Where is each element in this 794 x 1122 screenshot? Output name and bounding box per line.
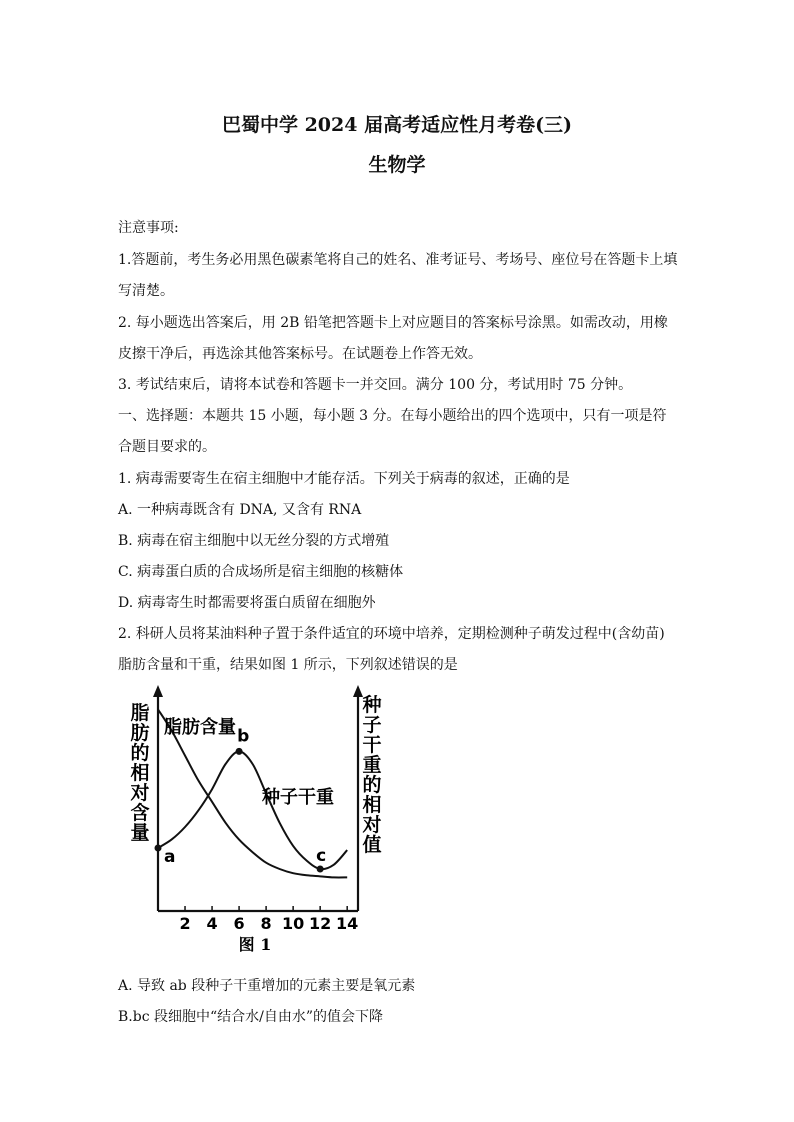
- right-axis-label-char: 子: [362, 714, 382, 736]
- point-b: [236, 748, 243, 755]
- x-tick-label: 8: [260, 914, 272, 933]
- notes-item1-line2: 写清楚。: [118, 283, 174, 299]
- x-tick-label: 6: [233, 914, 245, 933]
- notes-item2-line2: 皮擦干净后，再选涂其他答案标号。在试题卷上作答无效。: [118, 346, 482, 362]
- section1-line1: 一、选择题：本题共 15 小题，每小题 3 分。在每小题给出的四个选项中，只有一项是符: [118, 408, 667, 424]
- right-axis-label-char: 干: [362, 734, 382, 756]
- right-axis-label-char: 种: [362, 694, 382, 716]
- left-axis-label-char: 量: [130, 822, 150, 844]
- notes-item2-line1: 2. 每小题选出答案后，用 2B 铅笔把答题卡上对应题目的答案标号涂黑。如需改动，用橡: [118, 315, 668, 331]
- right-axis-label-char: 相: [362, 794, 382, 816]
- x-tick-label: 14: [336, 914, 359, 933]
- right-axis-label-char: 对: [362, 814, 382, 836]
- point-label-c: c: [316, 846, 327, 866]
- q2-stem-line2: 脂肪含量和干重，结果如图 1 所示，下列叙述错误的是: [118, 657, 458, 673]
- q1-option-b: B. 病毒在宿主细胞中以无丝分裂的方式增殖: [118, 533, 390, 549]
- x-tick-label: 2: [179, 914, 191, 933]
- q1-option-a: A. 一种病毒既含有 DNA, 又含有 RNA: [118, 502, 362, 518]
- q2-stem-line1: 2. 科研人员将某油料种子置于条件适宜的环境中培养，定期检测种子萌发过程中(含幼苗): [118, 626, 665, 642]
- left-axis-arrow: [153, 685, 163, 697]
- subject-title: 生物学: [368, 154, 426, 176]
- left-axis-label-char: 含: [130, 802, 150, 824]
- left-axis-label-char: 对: [130, 782, 150, 804]
- q2-option-a: A. 导致 ab 段种子干重增加的元素主要是氧元素: [118, 978, 416, 994]
- figure-1-chart: [120, 685, 390, 960]
- left-axis-label-char: 脂: [130, 702, 150, 724]
- q1-stem: 1. 病毒需要寄生在宿主细胞中才能存活。下列关于病毒的叙述，正确的是: [118, 471, 570, 487]
- x-tick-label: 10: [282, 914, 305, 933]
- notes-heading: 注意事项:: [118, 220, 179, 236]
- right-axis-label-char: 重: [362, 754, 382, 776]
- right-axis-label-char: 值: [362, 834, 382, 856]
- point-label-b: b: [237, 726, 250, 747]
- right-axis-label-char: 的: [362, 774, 382, 796]
- point-label-a: a: [164, 847, 176, 867]
- series-name-label-0: 脂肪含量: [164, 717, 236, 738]
- section1-line2: 合题目要求的。: [118, 439, 216, 455]
- left-axis-label-char: 相: [130, 762, 150, 784]
- left-axis-label-char: 肪: [130, 722, 150, 744]
- right-axis-arrow: [353, 685, 363, 697]
- series-name-label-1: 种子干重: [262, 787, 334, 808]
- notes-item1-line1: 1.答题前，考生务必用黑色碳素笔将自己的姓名、准考证号、考场号、座位号在答题卡上填: [118, 252, 678, 268]
- x-tick-label: 4: [206, 914, 218, 933]
- q1-option-d: D. 病毒寄生时都需要将蛋白质留在细胞外: [118, 595, 376, 611]
- exam-title: 巴蜀中学 2024 届高考适应性月考卷(三): [221, 114, 573, 136]
- point-a: [155, 845, 162, 852]
- figure-caption: 图 1: [238, 935, 272, 954]
- point-c: [317, 866, 324, 873]
- right-axis-label: [361, 693, 381, 856]
- left-axis-label: [130, 701, 149, 844]
- notes-item3: 3. 考试结束后，请将本试卷和答题卡一并交回。满分 100 分，考试用时 75 分钟。: [118, 377, 633, 393]
- x-tick-label: 12: [309, 914, 332, 933]
- left-axis-label-char: 的: [130, 742, 150, 764]
- q2-option-b: B.bc 段细胞中“结合水/自由水”的值会下降: [118, 1009, 384, 1025]
- q1-option-c: C. 病毒蛋白质的合成场所是宿主细胞的核糖体: [118, 564, 404, 580]
